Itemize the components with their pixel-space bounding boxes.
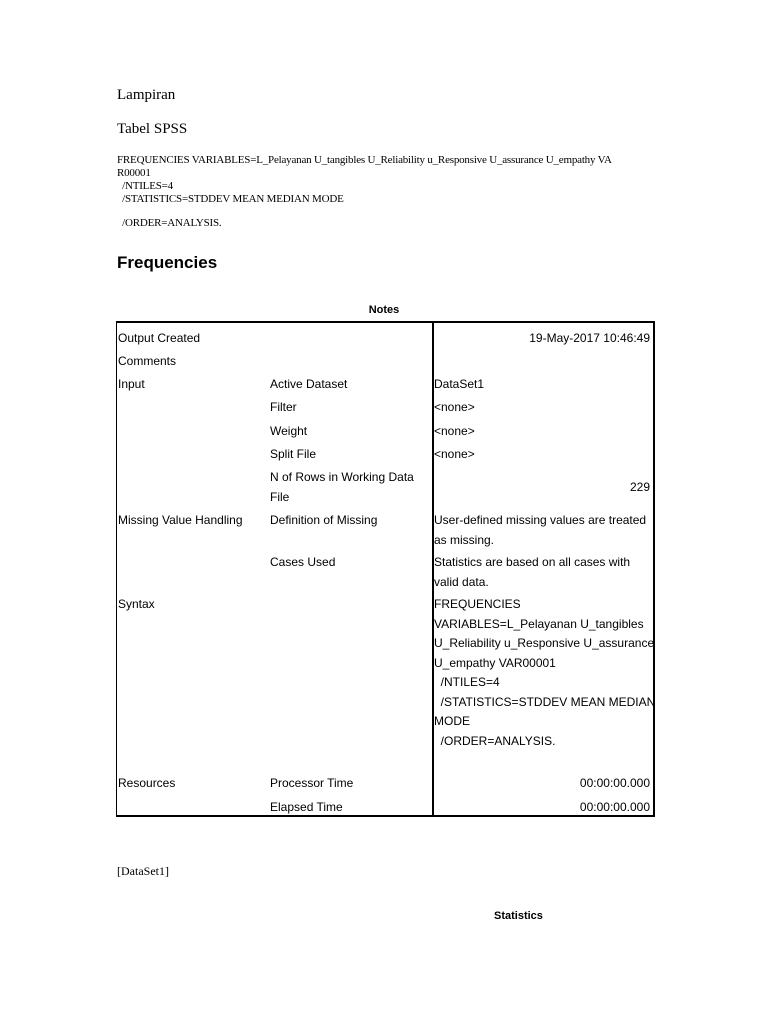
syntax-value-line: VARIABLES=L_Pelayanan U_tangibles bbox=[434, 616, 644, 631]
label-filter: Filter bbox=[270, 400, 297, 414]
value-definition-of-missing: User-defined missing values are treated as missing. bbox=[434, 513, 647, 547]
value-n-rows: 229 bbox=[629, 480, 650, 494]
label-weight: Weight bbox=[270, 424, 308, 438]
notes-table bbox=[116, 321, 655, 817]
label-elapsed-time: Elapsed Time bbox=[270, 800, 343, 814]
page-heading-lampiran: Lampiran bbox=[117, 87, 176, 103]
section-title-frequencies: Frequencies bbox=[117, 253, 218, 272]
row-label-output-created: Output Created bbox=[118, 331, 201, 345]
label-cases-used: Cases Used bbox=[270, 555, 336, 569]
row-label-comments: Comments bbox=[118, 354, 177, 368]
label-n-rows: N of Rows in Working Data File bbox=[270, 470, 414, 504]
statistics-table-title: Statistics bbox=[494, 910, 543, 922]
label-active-dataset: Active Dataset bbox=[270, 377, 348, 391]
dataset-reference: [DataSet1] bbox=[117, 864, 169, 878]
syntax-line: R00001 bbox=[117, 167, 151, 179]
syntax-line: FREQUENCIES VARIABLES=L_Pelayanan U_tangibles U_Reliability u_Responsive U_assurance U_empathy VA bbox=[117, 154, 612, 166]
value-elapsed-time: 00:00:00.000 bbox=[579, 800, 650, 814]
value-split-file: <none> bbox=[434, 447, 475, 461]
row-label-syntax: Syntax bbox=[118, 597, 155, 611]
syntax-value-line: U_empathy VAR00001 bbox=[434, 655, 556, 670]
label-definition-of-missing: Definition of Missing bbox=[270, 513, 378, 527]
syntax-line: /STATISTICS=STDDEV MEAN MEDIAN MODE bbox=[117, 193, 344, 205]
value-cases-used: Statistics are based on all cases with valid data. bbox=[434, 555, 631, 589]
syntax-value-line: U_Reliability u_Responsive U_assurance bbox=[434, 636, 655, 650]
syntax-line: /NTILES=4 bbox=[117, 180, 173, 192]
row-label-missing-value-handling: Missing Value Handling bbox=[118, 513, 243, 527]
syntax-value-line: FREQUENCIES bbox=[434, 597, 521, 611]
label-processor-time: Processor Time bbox=[270, 776, 354, 790]
row-label-input: Input bbox=[118, 377, 145, 391]
syntax-value-line: /ORDER=ANALYSIS. bbox=[434, 733, 556, 748]
row-label-resources: Resources bbox=[118, 776, 176, 790]
syntax-value-line: MODE bbox=[434, 714, 470, 728]
syntax-value-line: /NTILES=4 bbox=[434, 675, 500, 689]
page-heading-tabel-spss: Tabel SPSS bbox=[117, 121, 188, 137]
value-weight: <none> bbox=[434, 424, 475, 438]
syntax-value-line: /STATISTICS=STDDEV MEAN MEDIAN bbox=[434, 694, 656, 709]
value-filter: <none> bbox=[434, 400, 475, 414]
value-output-created: 19-May-2017 10:46:49 bbox=[529, 331, 650, 345]
notes-table-title: Notes bbox=[368, 304, 400, 316]
value-processor-time: 00:00:00.000 bbox=[579, 776, 650, 790]
label-split-file: Split File bbox=[270, 447, 317, 461]
syntax-line: /ORDER=ANALYSIS. bbox=[117, 217, 222, 229]
value-active-dataset: DataSet1 bbox=[434, 377, 485, 391]
